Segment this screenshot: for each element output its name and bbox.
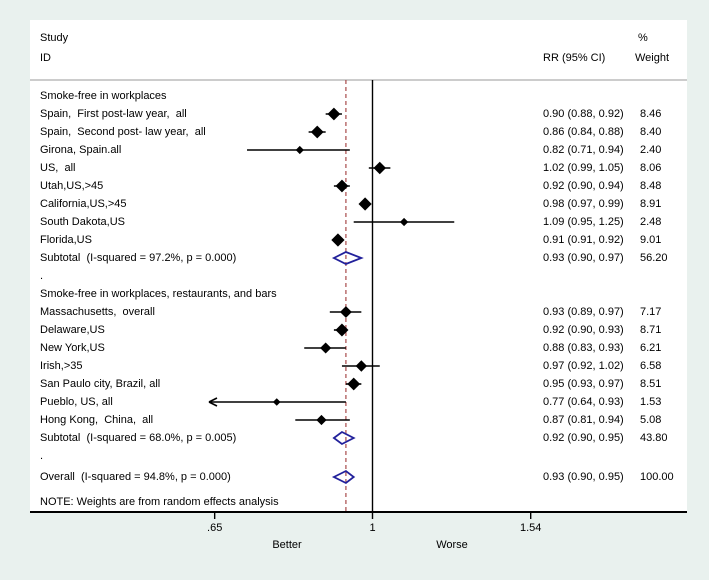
- weight-value: 8.91: [640, 198, 662, 210]
- rr-ci-value: 0.82 (0.71, 0.94): [543, 144, 624, 156]
- weight-value: 5.08: [640, 414, 662, 426]
- subtotal-label: Subtotal (I-squared = 68.0%, p = 0.005): [40, 432, 237, 444]
- weight-value: 2.48: [640, 216, 662, 228]
- group-header-label: Smoke-free in workplaces: [40, 90, 167, 102]
- weight-value: 8.71: [640, 324, 662, 336]
- x-axis-worse-label: Worse: [436, 539, 468, 551]
- x-axis-tick-label: 1: [369, 522, 376, 534]
- note-label: NOTE: Weights are from random effects analysis: [40, 496, 279, 508]
- weight-value: 8.06: [640, 162, 662, 174]
- weight-value: 8.40: [640, 126, 662, 138]
- subtotal-label: Subtotal (I-squared = 97.2%, p = 0.000): [40, 252, 237, 264]
- group-header-label: Smoke-free in workplaces, restaurants, and bars: [40, 288, 277, 300]
- study-label: Hong Kong, China, all: [40, 414, 154, 426]
- rr-ci-value: 0.88 (0.83, 0.93): [543, 342, 624, 354]
- rr-ci-value: 0.86 (0.84, 0.88): [543, 126, 624, 138]
- rr-ci-value: 0.93 (0.89, 0.97): [543, 306, 624, 318]
- rr-ci-value: 0.93 (0.90, 0.95): [543, 471, 624, 483]
- rr-ci-value: 0.77 (0.64, 0.93): [543, 396, 624, 408]
- study-label: South Dakota,US: [40, 216, 125, 228]
- study-label: Pueblo, US, all: [40, 396, 113, 408]
- x-axis-tick-label: 1.54: [519, 522, 542, 534]
- rr-ci-value: 0.98 (0.97, 0.99): [543, 198, 624, 210]
- study-label: Irish,>35: [40, 360, 83, 372]
- percent-header: %: [638, 32, 648, 44]
- study-label: Delaware,US: [40, 324, 105, 336]
- study-label: Utah,US,>45: [40, 180, 104, 192]
- rr-ci-value: 1.09 (0.95, 1.25): [543, 216, 624, 228]
- spacer-label: .: [40, 270, 44, 282]
- study-label: Spain, Second post- law year, all: [40, 126, 206, 138]
- weight-value: 6.58: [640, 360, 662, 372]
- weight-value: 8.46: [640, 108, 662, 120]
- weight-value: 2.40: [640, 144, 662, 156]
- rr-ci-value: 0.92 (0.90, 0.94): [543, 180, 624, 192]
- study-label: Florida,US: [40, 234, 92, 246]
- weight-column-header: Weight: [635, 52, 670, 64]
- x-axis-better-label: Better: [272, 539, 302, 551]
- weight-value: 9.01: [640, 234, 662, 246]
- x-axis-tick-label: .65: [207, 522, 223, 534]
- study-label: US, all: [40, 162, 76, 174]
- weight-value: 100.00: [640, 471, 674, 483]
- rr-ci-value: 0.92 (0.90, 0.95): [543, 432, 624, 444]
- weight-value: 6.21: [640, 342, 662, 354]
- study-label: Spain, First post-law year, all: [40, 108, 187, 120]
- study-label: Massachusetts, overall: [40, 306, 155, 318]
- spacer-label: .: [40, 450, 44, 462]
- weight-value: 8.48: [640, 180, 662, 192]
- weight-value: 7.17: [640, 306, 662, 318]
- study-header-line1: Study: [40, 32, 69, 44]
- rr-ci-value: 0.95 (0.93, 0.97): [543, 378, 624, 390]
- rr-ci-value: 0.87 (0.81, 0.94): [543, 414, 624, 426]
- study-label: California,US,>45: [40, 198, 127, 210]
- rr-ci-value: 0.91 (0.91, 0.92): [543, 234, 624, 246]
- rr-column-header: RR (95% CI): [543, 52, 606, 64]
- rr-ci-value: 0.90 (0.88, 0.92): [543, 108, 624, 120]
- rr-ci-value: 0.97 (0.92, 1.02): [543, 360, 624, 372]
- weight-value: 43.80: [640, 432, 668, 444]
- weight-value: 1.53: [640, 396, 662, 408]
- study-header-line2: ID: [40, 52, 51, 64]
- rr-ci-value: 0.93 (0.90, 0.97): [543, 252, 624, 264]
- study-label: New York,US: [40, 342, 105, 354]
- weight-value: 8.51: [640, 378, 662, 390]
- overall-label: Overall (I-squared = 94.8%, p = 0.000): [40, 471, 231, 483]
- study-label: San Paulo city, Brazil, all: [40, 378, 161, 390]
- rr-ci-value: 1.02 (0.99, 1.05): [543, 162, 624, 174]
- rr-ci-value: 0.92 (0.90, 0.93): [543, 324, 624, 336]
- weight-value: 56.20: [640, 252, 668, 264]
- study-label: Girona, Spain.all: [40, 144, 122, 156]
